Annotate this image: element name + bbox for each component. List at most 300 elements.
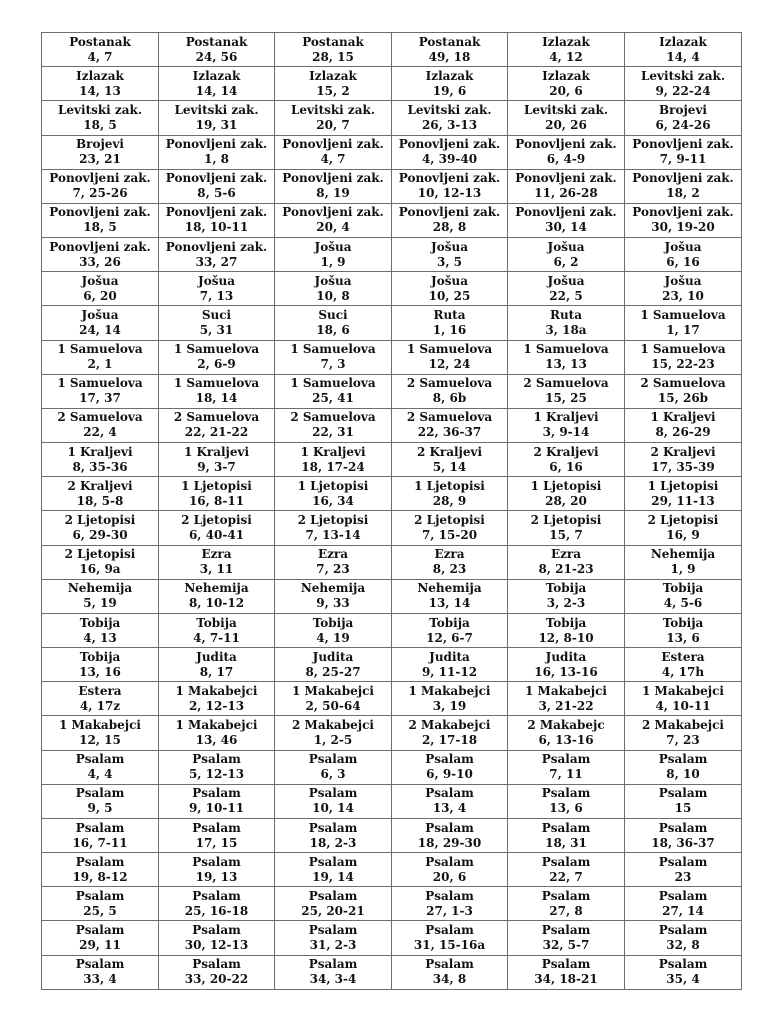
verse-reference-cell bbox=[392, 67, 508, 101]
book-name: Psalam bbox=[541, 786, 591, 801]
book-name: Psalam bbox=[192, 854, 241, 869]
table-row bbox=[42, 101, 742, 135]
verse-reference-cell bbox=[275, 443, 392, 477]
chapter-verse: 30, 12-13 bbox=[184, 938, 249, 953]
table-row bbox=[42, 272, 742, 306]
book-name: 2 Kraljevi bbox=[533, 444, 599, 459]
chapter-verse: 19, 31 bbox=[195, 117, 238, 132]
verse-reference-cell bbox=[42, 169, 159, 203]
book-name: Nehemija bbox=[417, 581, 482, 596]
chapter-verse: 7, 3 bbox=[320, 357, 346, 372]
book-name: 2 Samuelova bbox=[57, 410, 143, 425]
verse-reference-cell bbox=[42, 853, 159, 887]
verse-reference-cell bbox=[275, 750, 392, 784]
chapter-verse: 28, 20 bbox=[545, 493, 587, 508]
table-row bbox=[42, 238, 742, 272]
verse-reference-cell bbox=[392, 169, 508, 203]
book-name: 1 Samuelova bbox=[57, 376, 143, 391]
book-name: 1 Makabejci bbox=[59, 718, 141, 733]
chapter-verse: 8, 17 bbox=[199, 664, 234, 679]
chapter-verse: 25, 5 bbox=[83, 903, 117, 918]
book-name: Ponovljeni zak. bbox=[398, 205, 501, 220]
book-name: Psalam bbox=[425, 786, 474, 801]
book-name: Jošua bbox=[547, 239, 585, 254]
chapter-verse: 20, 6 bbox=[432, 869, 467, 884]
book-name: Psalam bbox=[658, 854, 708, 869]
verse-reference-cell bbox=[275, 374, 392, 408]
chapter-verse: 4, 17z bbox=[79, 698, 121, 713]
chapter-verse: 15, 2 bbox=[316, 83, 350, 98]
verse-reference-cell bbox=[42, 135, 159, 169]
book-name: Jošua bbox=[81, 273, 119, 288]
book-name: Psalam bbox=[541, 820, 591, 835]
table-row bbox=[42, 374, 742, 408]
book-name: 2 Kraljevi bbox=[67, 478, 133, 493]
book-name: Psalam bbox=[192, 786, 241, 801]
verse-reference-cell bbox=[159, 169, 275, 203]
verse-reference-cell bbox=[625, 306, 742, 340]
chapter-verse: 23, 21 bbox=[79, 152, 121, 167]
chapter-verse: 18, 5 bbox=[83, 117, 117, 132]
verse-reference-cell bbox=[275, 33, 392, 67]
book-name: 2 Ljetopisi bbox=[64, 547, 136, 562]
verse-reference-cell bbox=[625, 477, 742, 511]
chapter-verse: 20, 6 bbox=[549, 83, 583, 98]
book-name: 1 Ljetopisi bbox=[647, 478, 719, 493]
chapter-verse: 35, 4 bbox=[666, 972, 700, 987]
book-name: Tobija bbox=[79, 649, 121, 664]
verse-reference-cell bbox=[392, 716, 508, 750]
verse-reference-cell bbox=[625, 818, 742, 852]
verse-reference-cell bbox=[625, 101, 742, 135]
verse-reference-cell bbox=[275, 169, 392, 203]
verse-reference-cell bbox=[42, 272, 159, 306]
verse-reference-cell bbox=[42, 784, 159, 818]
table-row bbox=[42, 853, 742, 887]
book-name: Ezra bbox=[201, 547, 232, 562]
book-name: Psalam bbox=[541, 923, 591, 938]
book-name: Estera bbox=[78, 683, 122, 698]
verse-reference-cell bbox=[508, 682, 625, 716]
chapter-verse: 13, 6 bbox=[549, 801, 583, 816]
book-name: 1 Samuelova bbox=[173, 342, 260, 357]
book-name: Levitski zak. bbox=[640, 68, 726, 83]
table-row bbox=[42, 67, 742, 101]
table-row bbox=[42, 203, 742, 237]
verse-reference-cell bbox=[625, 853, 742, 887]
book-name: 1 Makabejci bbox=[292, 683, 374, 698]
chapter-verse: 4, 39-40 bbox=[421, 152, 478, 167]
chapter-verse: 3, 2-3 bbox=[546, 596, 586, 611]
book-name: Ponovljeni zak. bbox=[49, 205, 151, 220]
book-name: Postanak bbox=[302, 34, 364, 49]
book-name: Psalam bbox=[425, 923, 474, 938]
book-name: Levitski zak. bbox=[523, 102, 609, 117]
book-name: Psalam bbox=[308, 957, 358, 972]
verse-reference-cell bbox=[42, 203, 159, 237]
book-name: 1 Kraljevi bbox=[183, 444, 250, 459]
book-name: Psalam bbox=[425, 854, 474, 869]
verse-reference-cell bbox=[508, 784, 625, 818]
chapter-verse: 33, 27 bbox=[195, 254, 238, 269]
verse-reference-cell bbox=[159, 443, 275, 477]
book-name: 1 Samuelova bbox=[290, 342, 376, 357]
chapter-verse: 4, 10-11 bbox=[655, 698, 711, 713]
verse-reference-cell bbox=[159, 340, 275, 374]
verse-reference-cell bbox=[275, 955, 392, 989]
chapter-verse: 18, 17-24 bbox=[301, 459, 365, 474]
book-name: Nehemija bbox=[67, 581, 133, 596]
book-name: Psalam bbox=[75, 820, 125, 835]
chapter-verse: 31, 2-3 bbox=[309, 938, 357, 953]
book-name: Jošua bbox=[431, 239, 468, 254]
verse-reference-cell bbox=[42, 408, 159, 442]
verse-reference-cell bbox=[275, 579, 392, 613]
table-row bbox=[42, 750, 742, 784]
book-name: Izlazak bbox=[542, 34, 590, 49]
book-name: Ponovljeni zak. bbox=[515, 205, 617, 220]
chapter-verse: 27, 1-3 bbox=[426, 903, 473, 918]
verse-reference-cell bbox=[42, 101, 159, 135]
verse-reference-cell bbox=[159, 613, 275, 647]
verse-reference-cell bbox=[625, 511, 742, 545]
chapter-verse: 3, 19 bbox=[432, 698, 467, 713]
verse-reference-cell bbox=[42, 374, 159, 408]
book-name: Levitski zak. bbox=[57, 102, 143, 117]
chapter-verse: 26, 3-13 bbox=[421, 117, 478, 132]
book-name: Tobija bbox=[79, 615, 121, 630]
book-name: Ponovljeni zak. bbox=[632, 205, 734, 220]
table-row bbox=[42, 33, 742, 67]
book-name: 1 Ljetopisi bbox=[181, 478, 252, 493]
chapter-verse: 27, 14 bbox=[662, 903, 704, 918]
verse-reference-cell bbox=[625, 921, 742, 955]
verse-reference-cell bbox=[508, 33, 625, 67]
chapter-verse: 23 bbox=[674, 869, 692, 884]
book-name: 1 Makabejci bbox=[525, 683, 607, 698]
book-name: 1 Kraljevi bbox=[650, 410, 716, 425]
book-name: Suci bbox=[201, 307, 232, 322]
book-name: 1 Samuelova bbox=[290, 376, 376, 391]
chapter-verse: 8, 6b bbox=[432, 391, 467, 406]
verse-reference-cell bbox=[392, 238, 508, 272]
verse-reference-cell bbox=[625, 67, 742, 101]
chapter-verse: 18, 2 bbox=[666, 186, 700, 201]
book-name: Psalam bbox=[658, 888, 708, 903]
book-name: Ponovljeni zak. bbox=[165, 137, 268, 152]
chapter-verse: 18, 2-3 bbox=[309, 835, 357, 850]
verse-reference-cell bbox=[625, 238, 742, 272]
chapter-verse: 6, 16 bbox=[549, 459, 583, 474]
book-name: Psalam bbox=[192, 888, 241, 903]
chapter-verse: 12, 15 bbox=[79, 733, 121, 748]
verse-reference-cell bbox=[159, 33, 275, 67]
chapter-verse: 18, 29-30 bbox=[417, 835, 482, 850]
chapter-verse: 5, 31 bbox=[199, 322, 234, 337]
book-name: Psalam bbox=[308, 854, 358, 869]
book-name: Psalam bbox=[658, 752, 708, 767]
verse-reference-cell bbox=[392, 750, 508, 784]
chapter-verse: 7, 15-20 bbox=[421, 527, 478, 542]
chapter-verse: 7, 13 bbox=[199, 288, 234, 303]
book-name: Psalam bbox=[658, 820, 708, 835]
chapter-verse: 13, 13 bbox=[545, 357, 587, 372]
verse-reference-cell bbox=[508, 340, 625, 374]
book-name: Levitski zak. bbox=[174, 102, 259, 117]
verse-reference-cell bbox=[42, 340, 159, 374]
verse-reference-cell bbox=[625, 579, 742, 613]
chapter-verse: 19, 14 bbox=[312, 869, 354, 884]
book-name: Tobija bbox=[545, 581, 587, 596]
chapter-verse: 10, 14 bbox=[312, 801, 354, 816]
chapter-verse: 11, 26-28 bbox=[534, 186, 598, 201]
verse-reference-cell bbox=[625, 374, 742, 408]
book-name: 1 Makabejci bbox=[175, 683, 258, 698]
chapter-verse: 4, 7 bbox=[320, 152, 346, 167]
book-name: Psalam bbox=[308, 888, 358, 903]
chapter-verse: 18, 36-37 bbox=[651, 835, 715, 850]
verse-reference-cell bbox=[159, 955, 275, 989]
chapter-verse: 16, 8-11 bbox=[188, 493, 245, 508]
verse-reference-cell bbox=[392, 477, 508, 511]
chapter-verse: 31, 15-16a bbox=[413, 938, 486, 953]
chapter-verse: 12, 8-10 bbox=[538, 630, 594, 645]
verse-reference-cell bbox=[625, 887, 742, 921]
verse-reference-cell bbox=[392, 648, 508, 682]
verse-reference-cell bbox=[508, 306, 625, 340]
verse-reference-cell bbox=[392, 545, 508, 579]
book-name: 2 Samuelova bbox=[523, 376, 609, 391]
chapter-verse: 33, 4 bbox=[83, 972, 117, 987]
chapter-verse: 33, 26 bbox=[79, 254, 121, 269]
verse-reference-cell bbox=[508, 238, 625, 272]
table-row bbox=[42, 443, 742, 477]
chapter-verse: 12, 24 bbox=[428, 357, 471, 372]
verse-reference-cell bbox=[159, 203, 275, 237]
verse-reference-cell bbox=[42, 443, 159, 477]
chapter-verse: 4, 13 bbox=[83, 630, 117, 645]
chapter-verse: 1, 9 bbox=[320, 254, 346, 269]
chapter-verse: 30, 19-20 bbox=[651, 220, 715, 235]
book-name: Psalam bbox=[425, 957, 474, 972]
chapter-verse: 20, 7 bbox=[316, 117, 350, 132]
verse-reference-cell bbox=[625, 545, 742, 579]
chapter-verse: 16, 7-11 bbox=[72, 835, 128, 850]
verse-reference-cell bbox=[159, 101, 275, 135]
verse-reference-cell bbox=[159, 921, 275, 955]
book-name: Ponovljeni zak. bbox=[165, 205, 268, 220]
book-name: Psalam bbox=[192, 820, 241, 835]
book-name: Jošua bbox=[314, 239, 352, 254]
verse-reference-cell bbox=[625, 750, 742, 784]
book-name: Ponovljeni zak. bbox=[49, 239, 151, 254]
verse-reference-cell bbox=[42, 579, 159, 613]
book-name: 2 Kraljevi bbox=[650, 444, 716, 459]
chapter-verse: 29, 11-13 bbox=[651, 493, 715, 508]
book-name: 1 Samuelova bbox=[640, 307, 726, 322]
verse-reference-cell bbox=[275, 887, 392, 921]
book-name: 2 Samuelova bbox=[640, 376, 726, 391]
verse-reference-cell bbox=[159, 750, 275, 784]
chapter-verse: 12, 6-7 bbox=[426, 630, 473, 645]
book-name: Tobija bbox=[662, 615, 704, 630]
chapter-verse: 15, 22-23 bbox=[651, 357, 715, 372]
book-name: 1 Ljetopisi bbox=[297, 478, 369, 493]
verse-reference-cell bbox=[625, 716, 742, 750]
chapter-verse: 22, 36-37 bbox=[417, 425, 482, 440]
book-name: Izlazak bbox=[309, 68, 357, 83]
verse-reference-cell bbox=[159, 682, 275, 716]
verse-reference-cell bbox=[392, 340, 508, 374]
chapter-verse: 22, 21-22 bbox=[184, 425, 249, 440]
verse-reference-cell bbox=[42, 613, 159, 647]
book-name: Psalam bbox=[75, 786, 125, 801]
table-row bbox=[42, 818, 742, 852]
book-name: 2 Ljetopisi bbox=[297, 512, 369, 527]
chapter-verse: 7, 25-26 bbox=[72, 186, 128, 201]
chapter-verse: 13, 6 bbox=[666, 630, 700, 645]
chapter-verse: 9, 10-11 bbox=[188, 801, 245, 816]
book-name: Ponovljeni zak. bbox=[398, 171, 501, 186]
verse-reference-cell bbox=[392, 955, 508, 989]
book-name: Ponovljeni zak. bbox=[282, 137, 384, 152]
book-name: Ponovljeni zak. bbox=[515, 171, 617, 186]
verse-reference-cell bbox=[508, 135, 625, 169]
verse-reference-cell bbox=[392, 306, 508, 340]
chapter-verse: 9, 11-12 bbox=[421, 664, 478, 679]
verse-reference-cell bbox=[392, 33, 508, 67]
book-name: Nehemija bbox=[650, 547, 716, 562]
chapter-verse: 19, 8-12 bbox=[72, 869, 128, 884]
chapter-verse: 3, 21-22 bbox=[538, 698, 594, 713]
chapter-verse: 28, 8 bbox=[432, 220, 467, 235]
book-name: 1 Samuelova bbox=[57, 342, 143, 357]
verse-reference-cell bbox=[42, 750, 159, 784]
book-name: Estera bbox=[661, 649, 705, 664]
book-name: 1 Samuelova bbox=[640, 342, 726, 357]
chapter-verse: 10, 12-13 bbox=[417, 186, 482, 201]
verse-reference-cell bbox=[275, 648, 392, 682]
book-name: Psalam bbox=[192, 752, 241, 767]
chapter-verse: 17, 15 bbox=[195, 835, 238, 850]
book-name: Ponovljeni zak. bbox=[165, 239, 268, 254]
book-name: 2 Makabejci bbox=[408, 718, 491, 733]
table-row bbox=[42, 784, 742, 818]
book-name: Postanak bbox=[185, 34, 248, 49]
book-name: Jošua bbox=[81, 307, 119, 322]
verse-reference-cell bbox=[42, 306, 159, 340]
chapter-verse: 3, 11 bbox=[199, 562, 234, 577]
verse-reference-cell bbox=[508, 477, 625, 511]
chapter-verse: 6, 2 bbox=[553, 254, 579, 269]
book-name: Jošua bbox=[198, 273, 235, 288]
book-name: Psalam bbox=[658, 923, 708, 938]
verse-reference-cell bbox=[392, 853, 508, 887]
verse-reference-cell bbox=[508, 955, 625, 989]
verse-reference-cell bbox=[625, 955, 742, 989]
verse-reference-cell bbox=[42, 682, 159, 716]
chapter-verse: 2, 50-64 bbox=[305, 698, 361, 713]
chapter-verse: 4, 5-6 bbox=[663, 596, 703, 611]
chapter-verse: 49, 18 bbox=[428, 49, 471, 64]
table-row bbox=[42, 306, 742, 340]
verse-reference-cell bbox=[508, 887, 625, 921]
chapter-verse: 9, 5 bbox=[87, 801, 113, 816]
chapter-verse: 4, 12 bbox=[549, 49, 583, 64]
table-row bbox=[42, 545, 742, 579]
book-name: Psalam bbox=[658, 957, 708, 972]
chapter-verse: 8, 19 bbox=[316, 186, 350, 201]
verse-reference-cell bbox=[392, 272, 508, 306]
chapter-verse: 2, 12-13 bbox=[188, 698, 245, 713]
table-row bbox=[42, 648, 742, 682]
chapter-verse: 20, 26 bbox=[545, 117, 587, 132]
chapter-verse: 24, 56 bbox=[195, 49, 238, 64]
verse-reference-cell bbox=[508, 613, 625, 647]
book-name: 1 Kraljevi bbox=[67, 444, 133, 459]
book-name: Judita bbox=[429, 649, 470, 664]
chapter-verse: 7, 11 bbox=[549, 767, 583, 782]
verse-reference-cell bbox=[275, 921, 392, 955]
verse-reference-cell bbox=[508, 203, 625, 237]
chapter-verse: 34, 3-4 bbox=[309, 972, 357, 987]
chapter-verse: 16, 9 bbox=[666, 527, 700, 542]
verse-reference-cell bbox=[392, 511, 508, 545]
chapter-verse: 14, 4 bbox=[666, 49, 700, 64]
chapter-verse: 6, 24-26 bbox=[655, 117, 711, 132]
book-name: Ezra bbox=[434, 547, 465, 562]
chapter-verse: 13, 46 bbox=[195, 733, 238, 748]
chapter-verse: 25, 16-18 bbox=[184, 903, 249, 918]
chapter-verse: 1, 8 bbox=[203, 152, 230, 167]
book-name: Brojevi bbox=[76, 137, 124, 152]
book-name: 2 Samuelova bbox=[406, 410, 493, 425]
verse-reference-cell bbox=[159, 306, 275, 340]
chapter-verse: 6, 3 bbox=[320, 767, 346, 782]
book-name: Nehemija bbox=[184, 581, 249, 596]
verse-reference-cell bbox=[42, 238, 159, 272]
book-name: 2 Ljetopisi bbox=[647, 512, 719, 527]
table-row bbox=[42, 169, 742, 203]
book-name: Brojevi bbox=[659, 102, 707, 117]
chapter-verse: 34, 18-21 bbox=[534, 972, 598, 987]
verse-reference-cell bbox=[275, 853, 392, 887]
chapter-verse: 32, 5-7 bbox=[542, 938, 590, 953]
verse-reference-cell bbox=[508, 818, 625, 852]
book-name: Psalam bbox=[192, 957, 241, 972]
chapter-verse: 25, 20-21 bbox=[301, 903, 365, 918]
chapter-verse: 6, 40-41 bbox=[188, 527, 245, 542]
verse-reference-cell bbox=[159, 887, 275, 921]
book-name: Izlazak bbox=[76, 68, 124, 83]
verse-reference-cell bbox=[42, 887, 159, 921]
book-name: Psalam bbox=[541, 854, 591, 869]
table-row bbox=[42, 921, 742, 955]
verse-reference-cell bbox=[508, 374, 625, 408]
book-name: 1 Makabejci bbox=[642, 683, 724, 698]
book-name: Psalam bbox=[308, 752, 358, 767]
chapter-verse: 34, 8 bbox=[432, 972, 467, 987]
chapter-verse: 15, 26b bbox=[657, 391, 709, 406]
book-name: Jošua bbox=[664, 239, 702, 254]
verse-reference-cell bbox=[508, 750, 625, 784]
table-row bbox=[42, 887, 742, 921]
verse-reference-cell bbox=[508, 169, 625, 203]
chapter-verse: 7, 23 bbox=[316, 562, 350, 577]
chapter-verse: 17, 37 bbox=[79, 391, 121, 406]
book-name: 1 Samuelova bbox=[523, 342, 609, 357]
verse-reference-cell bbox=[275, 511, 392, 545]
